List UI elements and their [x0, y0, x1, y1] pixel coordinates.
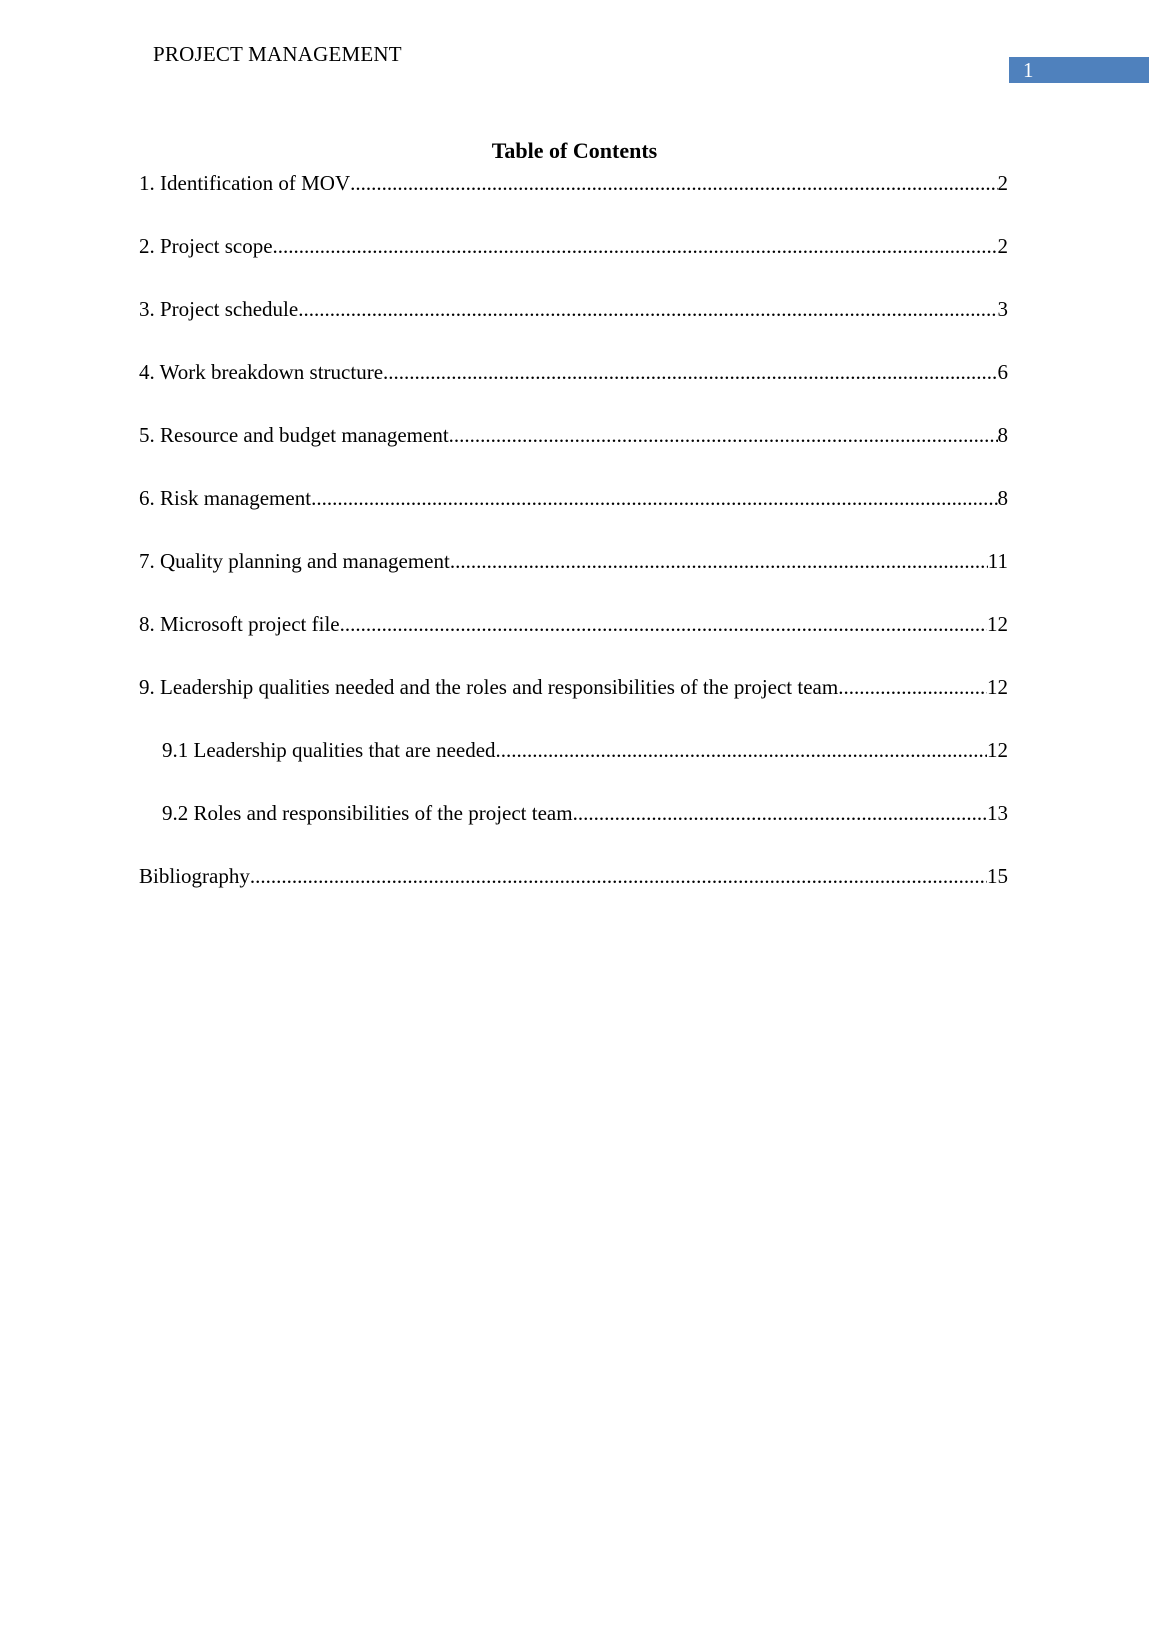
- toc-entry-label: 9. Leadership qualities needed and the roles and responsibilities of the project team: [139, 675, 839, 699]
- toc-entry-page: 12: [987, 738, 1008, 762]
- toc-entry-page: 11: [987, 549, 1008, 573]
- toc-entry-label: 1. Identification of MOV: [139, 171, 351, 195]
- dot-leader: [496, 735, 987, 765]
- toc-entry-page: 12: [987, 675, 1008, 699]
- toc-entry-label: 4. Work breakdown structure: [139, 360, 384, 384]
- toc-entry-label: 3. Project schedule: [139, 297, 299, 321]
- toc-entry-label: 5. Resource and budget management: [139, 423, 449, 447]
- toc-entry-label: Bibliography: [139, 864, 250, 888]
- toc-entry-leadership-qualities-needed[interactable]: [139, 735, 1008, 798]
- toc-entry-project-scope[interactable]: [139, 231, 1008, 294]
- toc-entry-label: 7. Quality planning and management: [139, 549, 450, 573]
- table-of-contents: [139, 168, 1008, 924]
- dot-leader: [573, 798, 987, 828]
- dot-leader: [298, 294, 997, 324]
- toc-entry-page: 13: [987, 801, 1008, 825]
- toc-entry-page: 12: [987, 612, 1008, 636]
- toc-entry-resource-and-budget-management[interactable]: [139, 420, 1008, 483]
- toc-entry-project-schedule[interactable]: [139, 294, 1008, 357]
- dot-leader: [350, 168, 997, 198]
- toc-entry-label: 6. Risk management: [139, 486, 312, 510]
- toc-entry-page: 3: [997, 297, 1008, 321]
- toc-entry-label: 9.1 Leadership qualities that are needed: [162, 738, 496, 762]
- dot-leader: [383, 357, 997, 387]
- toc-entry-page: 6: [997, 360, 1008, 384]
- toc-entry-bibliography[interactable]: [139, 861, 1008, 924]
- dot-leader: [311, 483, 997, 513]
- dot-leader: [838, 672, 987, 702]
- toc-entry-work-breakdown-structure[interactable]: [139, 357, 1008, 420]
- toc-entry-page: 2: [997, 234, 1008, 258]
- dot-leader: [273, 231, 998, 261]
- dot-leader: [450, 546, 988, 576]
- toc-entry-identification-of-mov[interactable]: [139, 168, 1008, 231]
- dot-leader: [340, 609, 987, 639]
- dot-leader: [449, 420, 998, 450]
- toc-entry-label: 9.2 Roles and responsibilities of the project team: [162, 801, 573, 825]
- toc-entry-roles-and-responsibilities[interactable]: [139, 798, 1008, 861]
- page-number-badge: 1: [1009, 57, 1149, 83]
- toc-entry-page: 8: [997, 486, 1008, 510]
- toc-title: Table of Contents: [491, 138, 658, 163]
- toc-entry-page: 2: [997, 171, 1008, 195]
- toc-entry-leadership-qualities-and-roles[interactable]: [139, 672, 1008, 735]
- toc-entry-page: 15: [987, 864, 1008, 888]
- toc-entry-quality-planning-and-management[interactable]: [139, 546, 1008, 609]
- toc-entry-page: 8: [997, 423, 1008, 447]
- toc-entry-risk-management[interactable]: [139, 483, 1008, 546]
- toc-entry-label: 2. Project scope: [139, 234, 273, 258]
- toc-entry-label: 8. Microsoft project file: [139, 612, 340, 636]
- toc-entry-microsoft-project-file[interactable]: [139, 609, 1008, 672]
- dot-leader: [250, 861, 987, 891]
- running-head: PROJECT MANAGEMENT: [153, 42, 402, 66]
